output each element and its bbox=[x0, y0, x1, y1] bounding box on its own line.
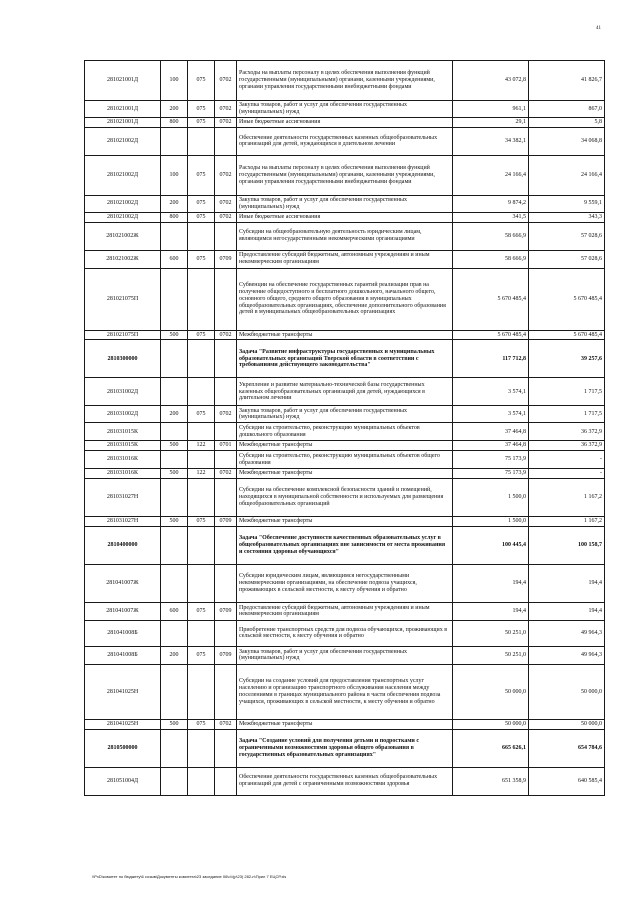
row-department-cell bbox=[188, 268, 215, 330]
row-code-cell: 281031016К bbox=[85, 451, 161, 469]
row-code-cell: 281021075П bbox=[85, 268, 161, 330]
row-description-cell: Расходы на выплаты персоналу в целях обеспечения выполнения функций государственными (муниципальными) органами, казенными учреждениями, органами управления государственными внебюджетными фондами bbox=[237, 61, 453, 101]
row-description-cell: Субсидии на строительство, реконструкцию муниципальных объектов общего образования bbox=[237, 451, 453, 469]
row-code-cell: 281021002Д bbox=[85, 127, 161, 155]
row-amount-actual-cell: 100 158,7 bbox=[529, 526, 605, 564]
row-code-cell: 281031027Н bbox=[85, 479, 161, 517]
row-description-cell: Субсидии на создание условий для предоставления транспортных услуг населению и организацию транспортного обслуживания населения между поселениями в границах муниципального района в части обеспечения подвоза учащихся, проживающих в сельской местности, к месту обучения и обратно bbox=[237, 664, 453, 719]
row-description-cell: Задача "Развитие инфраструктуры государственных и муниципальных образовательных организаций Тверской области в соответствии с требованиями действующего законодательства" bbox=[237, 340, 453, 378]
row-expense-kind-cell: 600 bbox=[161, 602, 188, 620]
row-amount-planned-cell: 58 666,9 bbox=[453, 250, 529, 268]
row-amount-actual-cell: 867,0 bbox=[529, 101, 605, 118]
row-department-cell bbox=[188, 620, 215, 646]
row-department-cell bbox=[188, 479, 215, 517]
row-amount-planned-cell: 58 666,9 bbox=[453, 222, 529, 250]
row-description-cell: Предоставление субсидий бюджетным, автономным учреждениям и иным некоммерческим организациям bbox=[237, 250, 453, 268]
row-description-cell: Субсидии юридическим лицам, являющимся негосударственными некоммерческими организациями, на обеспечение подвоза учащихся, проживающих в сельской местности, к месту обучения и обратно bbox=[237, 564, 453, 602]
table-row bbox=[85, 101, 605, 118]
row-section-cell bbox=[215, 222, 237, 250]
row-code-cell: 2810400000 bbox=[85, 526, 161, 564]
row-department-cell: 075 bbox=[188, 330, 215, 340]
page-number: 41 bbox=[596, 26, 601, 31]
row-expense-kind-cell: 200 bbox=[161, 195, 188, 212]
row-section-cell bbox=[215, 729, 237, 767]
row-amount-planned-cell: 3 574,1 bbox=[453, 378, 529, 406]
row-amount-actual-cell: 1 167,2 bbox=[529, 517, 605, 527]
row-description-cell: Обеспечение деятельности государственных казенных общеобразовательных организаций для детей с ограниченными возможностями здоровья bbox=[237, 767, 453, 795]
row-description-cell: Субсидии на обеспечение комплексной безопасности зданий и помещений, находящихся в муниципальной собственности и используемых для размещения общеобразовательных организаций bbox=[237, 479, 453, 517]
table-row bbox=[85, 340, 605, 378]
row-description-cell: Укрепление и развитие материально-технической базы государственных казенных общеобразовательных организаций для детей, нуждающихся в длительном лечении bbox=[237, 378, 453, 406]
row-code-cell: 281031002Д bbox=[85, 378, 161, 406]
row-department-cell: 075 bbox=[188, 118, 215, 128]
row-department-cell bbox=[188, 423, 215, 441]
row-amount-planned-cell: 5 670 485,4 bbox=[453, 330, 529, 340]
row-code-cell: 281021001Д bbox=[85, 118, 161, 128]
row-amount-planned-cell: 37 464,8 bbox=[453, 423, 529, 441]
row-amount-actual-cell: - bbox=[529, 469, 605, 479]
row-expense-kind-cell: 500 bbox=[161, 469, 188, 479]
row-department-cell: 075 bbox=[188, 719, 215, 729]
row-department-cell: 075 bbox=[188, 517, 215, 527]
row-department-cell: 075 bbox=[188, 155, 215, 195]
row-amount-actual-cell: 34 068,8 bbox=[529, 127, 605, 155]
row-department-cell bbox=[188, 127, 215, 155]
row-amount-actual-cell: 49 964,3 bbox=[529, 620, 605, 646]
row-section-cell bbox=[215, 340, 237, 378]
row-code-cell: 281041025Н bbox=[85, 664, 161, 719]
row-code-cell: 281041007Ж bbox=[85, 602, 161, 620]
row-amount-planned-cell: 1 500,0 bbox=[453, 517, 529, 527]
table-row bbox=[85, 127, 605, 155]
row-section-cell: 0702 bbox=[215, 212, 237, 222]
row-section-cell: 0702 bbox=[215, 155, 237, 195]
row-expense-kind-cell: 100 bbox=[161, 61, 188, 101]
row-department-cell: 075 bbox=[188, 101, 215, 118]
row-amount-actual-cell: 24 166,4 bbox=[529, 155, 605, 195]
row-section-cell: 0702 bbox=[215, 118, 237, 128]
row-code-cell: 281021002Д bbox=[85, 155, 161, 195]
row-expense-kind-cell bbox=[161, 767, 188, 795]
table-row bbox=[85, 620, 605, 646]
row-department-cell: 075 bbox=[188, 602, 215, 620]
row-amount-planned-cell: 961,1 bbox=[453, 101, 529, 118]
row-section-cell bbox=[215, 423, 237, 441]
row-code-cell: 281021002Ж bbox=[85, 222, 161, 250]
row-section-cell bbox=[215, 767, 237, 795]
table-row bbox=[85, 118, 605, 128]
row-department-cell bbox=[188, 222, 215, 250]
row-department-cell bbox=[188, 564, 215, 602]
row-department-cell bbox=[188, 340, 215, 378]
table-row bbox=[85, 155, 605, 195]
row-amount-actual-cell: 5 670 485,4 bbox=[529, 268, 605, 330]
row-code-cell: 281021002Д bbox=[85, 195, 161, 212]
row-amount-actual-cell: 50 000,0 bbox=[529, 719, 605, 729]
row-description-cell: Субсидии на строительство, реконструкцию муниципальных объектов дошкольного образования bbox=[237, 423, 453, 441]
row-amount-actual-cell: 36 372,9 bbox=[529, 423, 605, 441]
row-department-cell: 075 bbox=[188, 212, 215, 222]
row-section-cell: 0709 bbox=[215, 646, 237, 664]
row-amount-actual-cell: 1 167,2 bbox=[529, 479, 605, 517]
row-amount-planned-cell: 117 712,8 bbox=[453, 340, 529, 378]
row-department-cell bbox=[188, 378, 215, 406]
row-amount-actual-cell: 50 000,0 bbox=[529, 664, 605, 719]
row-section-cell: 0702 bbox=[215, 406, 237, 423]
row-description-cell: Расходы на выплаты персоналу в целях обеспечения выполнения функций государственными (муниципальными) органами, казенными учреждениями, органами управления государственными внебюджетными фондами bbox=[237, 155, 453, 195]
row-amount-planned-cell: 651 358,9 bbox=[453, 767, 529, 795]
row-expense-kind-cell: 200 bbox=[161, 646, 188, 664]
row-code-cell: 281021001Д bbox=[85, 61, 161, 101]
table-row bbox=[85, 664, 605, 719]
row-amount-planned-cell: 24 166,4 bbox=[453, 155, 529, 195]
table-row bbox=[85, 729, 605, 767]
row-expense-kind-cell: 100 bbox=[161, 155, 188, 195]
row-description-cell: Субсидии на общеобразовательную деятельность юридическим лицам, являющимся негосударственными некоммерческими организациями bbox=[237, 222, 453, 250]
table-row bbox=[85, 268, 605, 330]
table-row bbox=[85, 195, 605, 212]
row-section-cell: 0709 bbox=[215, 517, 237, 527]
row-code-cell: 281031016К bbox=[85, 469, 161, 479]
row-section-cell bbox=[215, 564, 237, 602]
row-amount-actual-cell: 194,4 bbox=[529, 602, 605, 620]
row-expense-kind-cell: 800 bbox=[161, 212, 188, 222]
row-department-cell: 075 bbox=[188, 250, 215, 268]
table-row bbox=[85, 564, 605, 602]
table-row bbox=[85, 250, 605, 268]
table-row bbox=[85, 719, 605, 729]
file-path-footer: \\PxD\комитет по бюджету\6 созыв\Документы комитета\23 заседание 06\о\\(р\23) 282-п\Прил 7 ЕЦСР.xls bbox=[92, 874, 287, 879]
row-code-cell: 281041025Н bbox=[85, 719, 161, 729]
table-row bbox=[85, 441, 605, 451]
row-section-cell: 0702 bbox=[215, 330, 237, 340]
row-section-cell bbox=[215, 378, 237, 406]
row-amount-planned-cell: 665 626,1 bbox=[453, 729, 529, 767]
row-code-cell: 281031015К bbox=[85, 423, 161, 441]
row-expense-kind-cell bbox=[161, 268, 188, 330]
row-code-cell: 281021001Д bbox=[85, 101, 161, 118]
row-code-cell: 281041008Б bbox=[85, 620, 161, 646]
row-expense-kind-cell: 500 bbox=[161, 441, 188, 451]
row-expense-kind-cell: 200 bbox=[161, 406, 188, 423]
row-description-cell: Иные бюджетные ассигнования bbox=[237, 212, 453, 222]
table-row bbox=[85, 222, 605, 250]
row-amount-actual-cell: 654 784,6 bbox=[529, 729, 605, 767]
row-amount-actual-cell: 1 717,5 bbox=[529, 406, 605, 423]
row-description-cell: Субвенции на обеспечение государственных гарантий реализации прав на получение общедоступного и бесплатного дошкольного, начального общего, основного общего, среднего общего образования в муниципальных общеобразовательных организациях, обеспечение дополнительного образования детей в муниципальных общеобразовательных организациях bbox=[237, 268, 453, 330]
row-amount-actual-cell: 57 028,6 bbox=[529, 250, 605, 268]
budget-table bbox=[84, 60, 605, 796]
table-row bbox=[85, 767, 605, 795]
row-section-cell bbox=[215, 526, 237, 564]
row-amount-planned-cell: 50 000,0 bbox=[453, 719, 529, 729]
row-department-cell bbox=[188, 664, 215, 719]
row-expense-kind-cell: 500 bbox=[161, 517, 188, 527]
row-department-cell: 122 bbox=[188, 441, 215, 451]
row-description-cell: Межбюджетные трансферты bbox=[237, 719, 453, 729]
table-row bbox=[85, 406, 605, 423]
row-amount-planned-cell: 341,5 bbox=[453, 212, 529, 222]
row-amount-actual-cell: 9 559,1 bbox=[529, 195, 605, 212]
row-department-cell: 075 bbox=[188, 61, 215, 101]
row-expense-kind-cell: 500 bbox=[161, 719, 188, 729]
row-expense-kind-cell bbox=[161, 378, 188, 406]
row-description-cell: Закупка товаров, работ и услуг для обеспечения государственных (муниципальных) нужд bbox=[237, 195, 453, 212]
row-expense-kind-cell bbox=[161, 340, 188, 378]
row-amount-planned-cell: 50 251,0 bbox=[453, 620, 529, 646]
table-row bbox=[85, 469, 605, 479]
row-expense-kind-cell bbox=[161, 664, 188, 719]
row-amount-actual-cell: - bbox=[529, 451, 605, 469]
row-section-cell: 0701 bbox=[215, 441, 237, 451]
row-description-cell: Закупка товаров, работ и услуг для обеспечения государственных (муниципальных) нужд bbox=[237, 101, 453, 118]
row-amount-actual-cell: 57 028,6 bbox=[529, 222, 605, 250]
row-section-cell: 0709 bbox=[215, 602, 237, 620]
row-code-cell: 2810500000 bbox=[85, 729, 161, 767]
row-description-cell: Межбюджетные трансферты bbox=[237, 517, 453, 527]
row-code-cell: 281051004Д bbox=[85, 767, 161, 795]
row-amount-actual-cell: 41 826,7 bbox=[529, 61, 605, 101]
row-amount-planned-cell: 50 251,0 bbox=[453, 646, 529, 664]
row-department-cell: 075 bbox=[188, 646, 215, 664]
row-amount-planned-cell: 37 464,8 bbox=[453, 441, 529, 451]
table-row bbox=[85, 212, 605, 222]
row-section-cell: 0702 bbox=[215, 101, 237, 118]
row-description-cell: Приобретение транспортных средств для подвоза обучающихся, проживающих в сельской местности, к месту обучения и обратно bbox=[237, 620, 453, 646]
row-expense-kind-cell bbox=[161, 127, 188, 155]
row-amount-actual-cell: 1 717,5 bbox=[529, 378, 605, 406]
row-code-cell: 281031002Д bbox=[85, 406, 161, 423]
row-section-cell bbox=[215, 127, 237, 155]
table-row bbox=[85, 451, 605, 469]
row-amount-planned-cell: 5 670 485,4 bbox=[453, 268, 529, 330]
row-code-cell: 2810300000 bbox=[85, 340, 161, 378]
row-section-cell bbox=[215, 664, 237, 719]
row-department-cell: 122 bbox=[188, 469, 215, 479]
row-expense-kind-cell: 800 bbox=[161, 118, 188, 128]
row-amount-actual-cell: 5,8 bbox=[529, 118, 605, 128]
row-code-cell: 281031027Н bbox=[85, 517, 161, 527]
table-row bbox=[85, 479, 605, 517]
row-section-cell bbox=[215, 268, 237, 330]
row-expense-kind-cell: 500 bbox=[161, 330, 188, 340]
row-expense-kind-cell: 200 bbox=[161, 101, 188, 118]
row-amount-planned-cell: 1 500,0 bbox=[453, 479, 529, 517]
row-department-cell bbox=[188, 767, 215, 795]
row-amount-actual-cell: 194,4 bbox=[529, 564, 605, 602]
row-section-cell: 0702 bbox=[215, 719, 237, 729]
row-amount-actual-cell: 640 585,4 bbox=[529, 767, 605, 795]
row-expense-kind-cell bbox=[161, 451, 188, 469]
row-amount-planned-cell: 75 173,9 bbox=[453, 469, 529, 479]
row-expense-kind-cell bbox=[161, 479, 188, 517]
row-amount-actual-cell: 39 257,6 bbox=[529, 340, 605, 378]
row-department-cell: 075 bbox=[188, 406, 215, 423]
row-description-cell: Закупка товаров, работ и услуг для обеспечения государственных (муниципальных) нужд bbox=[237, 406, 453, 423]
row-code-cell: 281021075П bbox=[85, 330, 161, 340]
row-amount-actual-cell: 36 372,9 bbox=[529, 441, 605, 451]
row-description-cell: Межбюджетные трансферты bbox=[237, 330, 453, 340]
row-department-cell: 075 bbox=[188, 195, 215, 212]
row-department-cell bbox=[188, 729, 215, 767]
row-amount-actual-cell: 5 670 485,4 bbox=[529, 330, 605, 340]
row-section-cell: 0702 bbox=[215, 61, 237, 101]
row-amount-planned-cell: 34 382,1 bbox=[453, 127, 529, 155]
row-code-cell: 281041008Б bbox=[85, 646, 161, 664]
row-expense-kind-cell bbox=[161, 564, 188, 602]
table-row bbox=[85, 378, 605, 406]
row-code-cell: 281021002Д bbox=[85, 212, 161, 222]
row-amount-planned-cell: 3 574,1 bbox=[453, 406, 529, 423]
row-section-cell: 0702 bbox=[215, 195, 237, 212]
row-amount-actual-cell: 49 964,3 bbox=[529, 646, 605, 664]
row-expense-kind-cell bbox=[161, 729, 188, 767]
row-amount-actual-cell: 343,3 bbox=[529, 212, 605, 222]
row-expense-kind-cell bbox=[161, 620, 188, 646]
table-row bbox=[85, 602, 605, 620]
row-description-cell: Задача "Обеспечение доступности качественных образовательных услуг в общеобразовательных организациях вне зависимости от места проживания и состояния здоровья обучающихся" bbox=[237, 526, 453, 564]
table-row bbox=[85, 517, 605, 527]
row-expense-kind-cell bbox=[161, 423, 188, 441]
row-code-cell: 281031015К bbox=[85, 441, 161, 451]
row-code-cell: 281021002Ж bbox=[85, 250, 161, 268]
row-amount-planned-cell: 50 000,0 bbox=[453, 664, 529, 719]
row-description-cell: Иные бюджетные ассигнования bbox=[237, 118, 453, 128]
row-amount-planned-cell: 194,4 bbox=[453, 602, 529, 620]
row-amount-planned-cell: 9 874,2 bbox=[453, 195, 529, 212]
row-description-cell: Закупка товаров, работ и услуг для обеспечения государственных (муниципальных) нужд bbox=[237, 646, 453, 664]
row-amount-planned-cell: 29,1 bbox=[453, 118, 529, 128]
row-amount-planned-cell: 194,4 bbox=[453, 564, 529, 602]
row-section-cell: 0702 bbox=[215, 469, 237, 479]
row-description-cell: Межбюджетные трансферты bbox=[237, 469, 453, 479]
table-row bbox=[85, 526, 605, 564]
row-expense-kind-cell: 600 bbox=[161, 250, 188, 268]
row-description-cell: Межбюджетные трансферты bbox=[237, 441, 453, 451]
table-row bbox=[85, 423, 605, 441]
row-amount-planned-cell: 100 445,4 bbox=[453, 526, 529, 564]
table-row bbox=[85, 646, 605, 664]
row-department-cell bbox=[188, 451, 215, 469]
row-code-cell: 281041007Ж bbox=[85, 564, 161, 602]
row-description-cell: Предоставление субсидий бюджетным, автономным учреждениям и иным некоммерческим организациям bbox=[237, 602, 453, 620]
table-row bbox=[85, 330, 605, 340]
row-expense-kind-cell bbox=[161, 526, 188, 564]
row-description-cell: Задача "Создание условий для получения детьми и подростками с ограниченными возможностями здоровья общего образования в государственных образовательных организациях" bbox=[237, 729, 453, 767]
row-section-cell bbox=[215, 620, 237, 646]
row-amount-planned-cell: 43 072,8 bbox=[453, 61, 529, 101]
row-section-cell bbox=[215, 451, 237, 469]
table-row bbox=[85, 61, 605, 101]
row-expense-kind-cell bbox=[161, 222, 188, 250]
row-amount-planned-cell: 75 173,9 bbox=[453, 451, 529, 469]
row-description-cell: Обеспечение деятельности государственных казенных общеобразовательных организаций для детей, нуждающихся в длительном лечении bbox=[237, 127, 453, 155]
row-section-cell: 0709 bbox=[215, 250, 237, 268]
row-department-cell bbox=[188, 526, 215, 564]
row-section-cell bbox=[215, 479, 237, 517]
